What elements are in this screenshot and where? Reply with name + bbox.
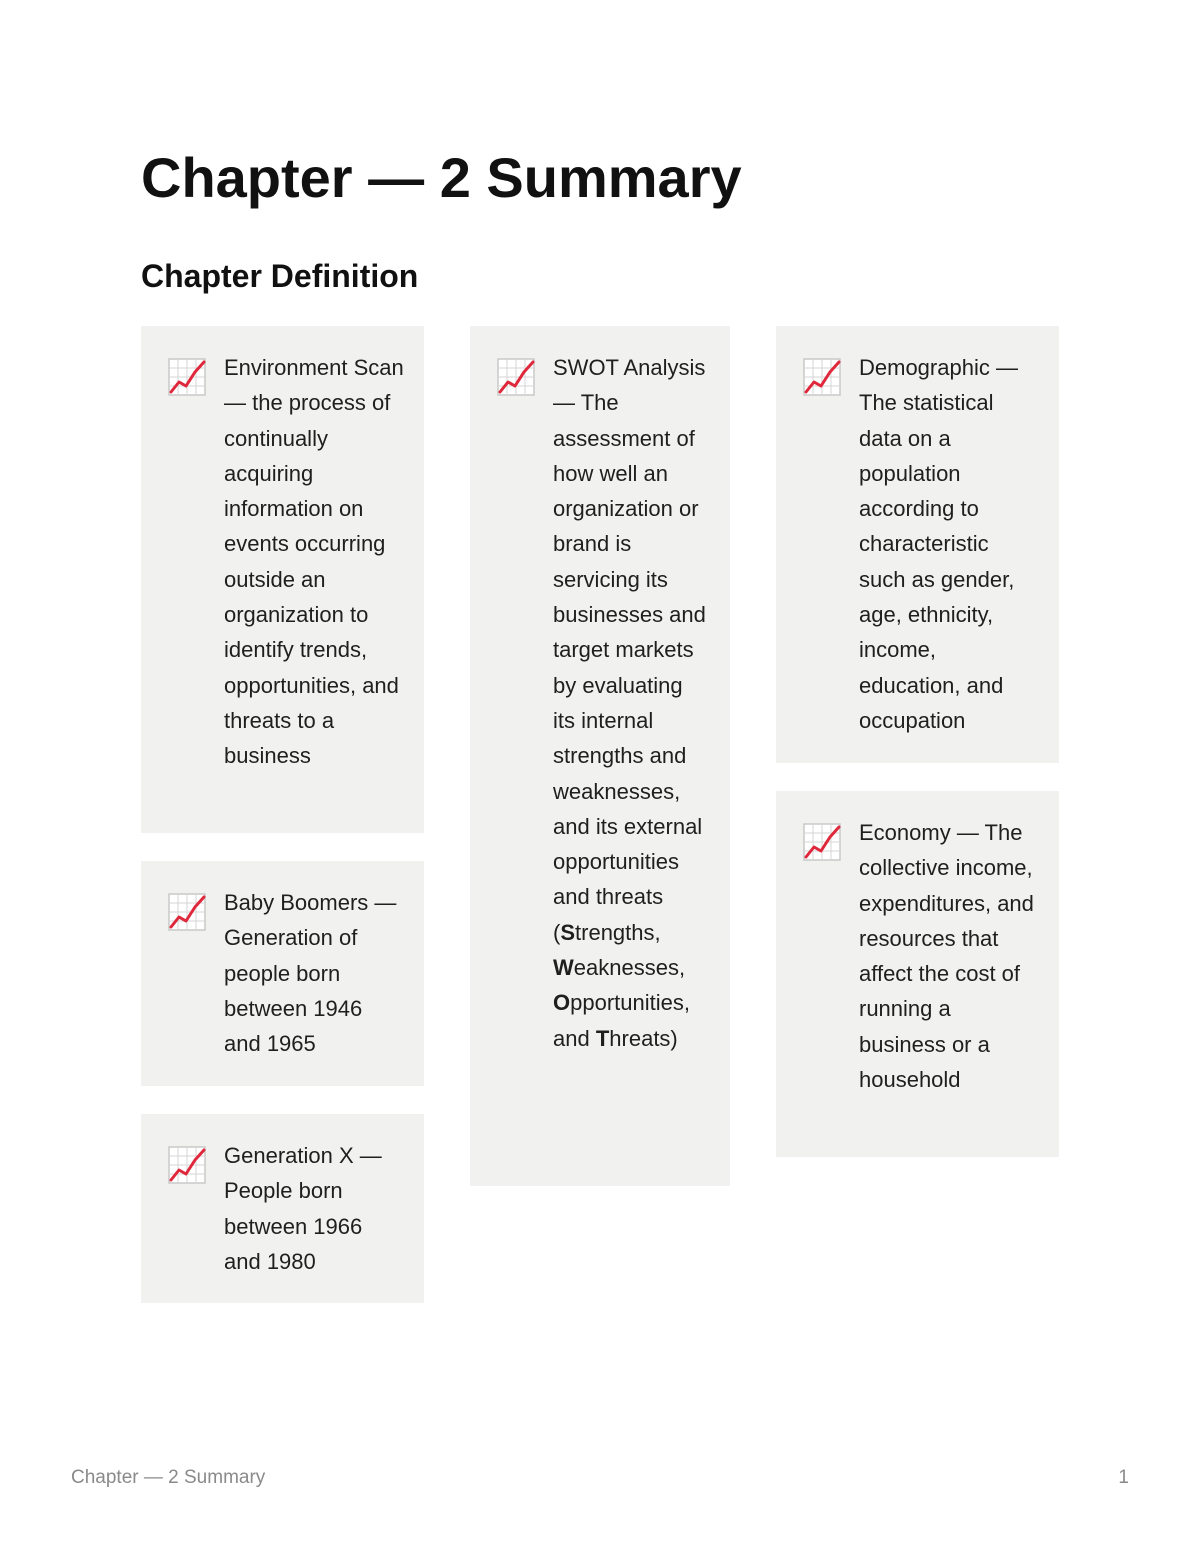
definition-card-generation-x	[141, 1114, 424, 1303]
section-heading: Chapter Definition	[141, 258, 419, 294]
page-number: 1	[1118, 1467, 1129, 1488]
definition-text: Generation X — People born between 1966 and 1980	[224, 1143, 382, 1274]
chart-increasing-icon	[802, 822, 842, 862]
footer-title: Chapter — 2 Summary	[71, 1467, 266, 1488]
chart-increasing-icon	[496, 357, 536, 397]
definition-text: SWOT Analysis — The assessment of how well an organization or brand is servicing its businesses and target markets by evaluating its internal strengths and weaknesses, and its external opportunities and threats (Strengths, Weaknesses, Opportunities, and Threats)	[553, 355, 706, 1051]
definition-text: Demographic — The statistical data on a population according to characteristic such as gender, age, ethnicity, income, education, and occupation	[859, 355, 1018, 733]
swot-letter-w: W	[553, 955, 574, 981]
definition-card-swot-analysis	[470, 326, 730, 1186]
definition-card-demographic	[776, 326, 1059, 763]
chart-increasing-icon	[167, 1145, 207, 1185]
chart-increasing-icon	[167, 357, 207, 397]
chart-increasing-icon	[802, 357, 842, 397]
definition-card-environment-scan	[141, 326, 424, 833]
definition-card-baby-boomers	[141, 861, 424, 1086]
swot-letter-s: S	[560, 919, 576, 945]
swot-letter-o: O	[553, 990, 571, 1016]
definition-card-economy	[776, 791, 1059, 1157]
definition-text: Baby Boomers — Generation of people born between 1946 and 1965	[224, 890, 397, 1057]
definition-text: Economy — The collective income, expenditures, and resources that affect the cost of running a business or a household	[859, 820, 1034, 1093]
chart-increasing-icon	[167, 892, 207, 932]
swot-letter-t: T	[595, 1025, 610, 1051]
page-title: Chapter — 2 Summary	[141, 146, 742, 209]
definition-text: Environment Scan — the process of continually acquiring information on events occurring outside an organization to identify trends, opportunities, and threats to a business	[224, 355, 404, 769]
